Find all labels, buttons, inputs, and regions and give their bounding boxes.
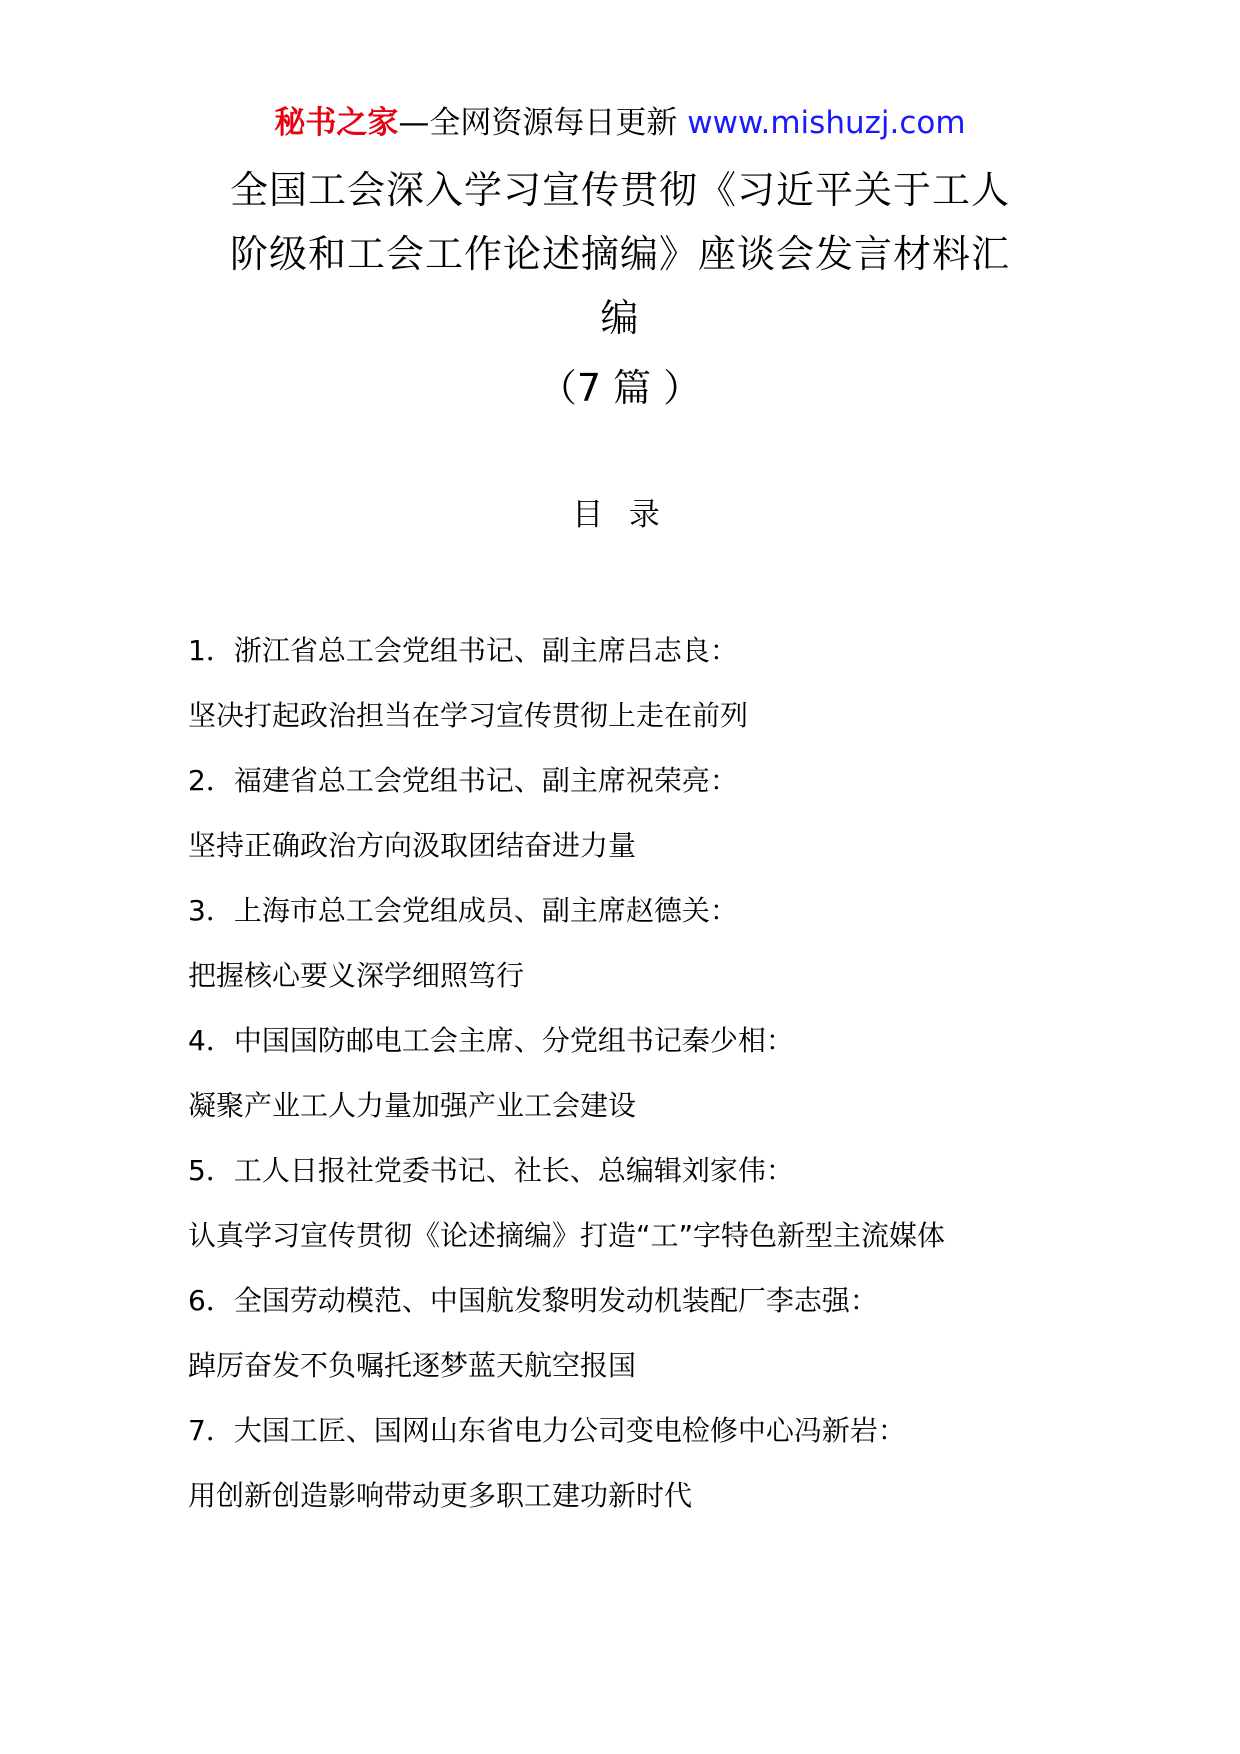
toc-entry-topic: 认真学习宣传贯彻《论述摘编》打造“工”字特色新型主流媒体 [188, 1219, 946, 1252]
article-count: （7 篇 ） [538, 366, 702, 410]
table-of-contents [188, 618, 1068, 1528]
toc-entry[interactable] [188, 1008, 1068, 1138]
toc-entry-speaker: 4．中国国防邮电工会主席、分党组书记秦少相： [188, 1024, 794, 1057]
toc-entry-topic: 凝聚产业工人力量加强产业工会建设 [188, 1089, 637, 1122]
title-line-2: 阶级和工会工作论述摘编》座谈会发言材料汇 [229, 232, 1010, 276]
toc-entry-speaker: 7．大国工匠、国网山东省电力公司变电检修中心冯新岩： [188, 1414, 906, 1447]
document-title [180, 158, 1060, 350]
toc-entry-topic: 坚决打起政治担当在学习宣传贯彻上走在前列 [188, 699, 749, 732]
toc-entry-speaker: 6．全国劳动模范、中国航发黎明发动机装配厂李志强： [188, 1284, 878, 1317]
toc-entry[interactable] [188, 748, 1068, 878]
toc-entry[interactable] [188, 1138, 1068, 1268]
toc-entry[interactable] [188, 1268, 1068, 1398]
toc-entry-speaker: 5．工人日报社党委书记、社长、总编辑刘家伟： [188, 1154, 794, 1187]
site-brand: 秘书之家 [274, 105, 399, 141]
title-line-1: 全国工会深入学习宣传贯彻《习近平关于工人 [229, 168, 1010, 212]
toc-entry-speaker: 1．浙江省总工会党组书记、副主席吕志良： [188, 634, 738, 667]
toc-entry-topic: 踔厉奋发不负嘱托逐梦蓝天航空报国 [188, 1349, 637, 1382]
toc-entry-topic: 用创新创造影响带动更多职工建功新时代 [188, 1479, 693, 1512]
site-header [0, 98, 1240, 148]
toc-entry-speaker: 2．福建省总工会党组书记、副主席祝荣亮： [188, 764, 738, 797]
toc-heading: 目 录 [572, 497, 668, 533]
toc-entry-speaker: 3．上海市总工会党组成员、副主席赵德关： [188, 894, 738, 927]
title-line-3: 编 [600, 296, 640, 340]
site-tagline: —全网资源每日更新 [398, 105, 678, 141]
toc-entry-topic: 坚持正确政治方向汲取团结奋进力量 [188, 829, 637, 862]
toc-entry-topic: 把握核心要义深学细照笃行 [188, 959, 525, 992]
toc-entry[interactable] [188, 1398, 1068, 1528]
toc-entry[interactable] [188, 618, 1068, 748]
toc-entry[interactable] [188, 878, 1068, 1008]
site-url-link[interactable]: www.mishuzj.com [687, 105, 966, 141]
